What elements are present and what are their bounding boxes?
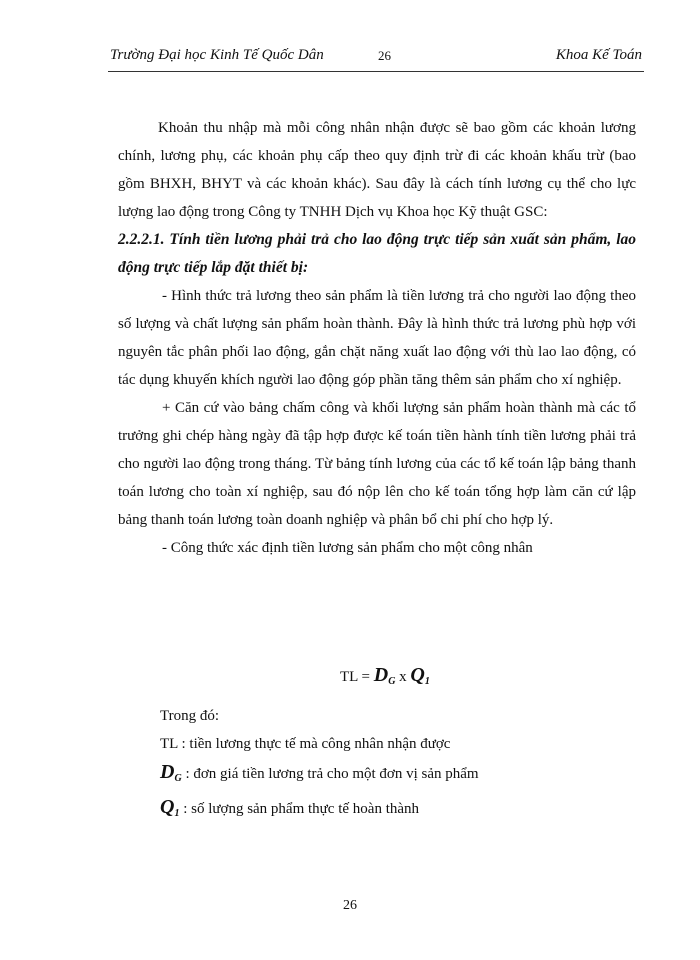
wage-formula	[340, 664, 430, 687]
formula-q: Q	[410, 664, 425, 686]
definition-d	[160, 758, 620, 793]
formula-times: x	[399, 669, 407, 685]
definitions	[160, 702, 620, 828]
definition-tl: TL : tiền lương thực tế mà công nhân nhận được	[160, 736, 451, 752]
definition-q-sub: 1	[174, 808, 180, 819]
running-header	[110, 47, 642, 69]
definition-q-symbol: Q	[160, 796, 175, 818]
formula-d-sub: G	[388, 676, 396, 687]
paragraph-product-wage: - Hình thức trả lương theo sản phẩm là tiền lương trả cho người lao động theo số lượng và chất lượng sản phẩm hoàn thành. Đây là hình thức trả lương phù hợp với nguyên tắc phân phối lao động, gắn chặt năng xuất lao động với thù lao lao động, có tác dụng khuyến khích người lao động góp phần tăng thêm sản phẩm cho xí nghiệp.	[118, 288, 636, 388]
definition-d-sub: G	[174, 773, 182, 784]
definition-d-symbol: D	[160, 761, 175, 783]
paragraph-intro: Khoản thu nhập mà mỗi công nhân nhận được sẽ bao gồm các khoản lương chính, lương phụ, các khoản phụ cấp theo quy định trừ đi các khoản khấu trừ (bao gồm BHXH, BHYT và các khoản khác). Sau đây là cách tính lương cụ thể cho lực lượng lao động trong Công ty TNHH Dịch vụ Khoa học Kỹ thuật GSC:	[118, 120, 636, 220]
header-page-number: 26	[378, 48, 391, 63]
formula-q-sub: 1	[424, 676, 430, 687]
definition-d-text: : đơn giá tiền lương trả cho một đơn vị sản phẩm	[185, 766, 479, 782]
formula-d: D	[373, 664, 389, 686]
paragraph-formula-intro: - Công thức xác định tiền lương sản phẩm cho một công nhân	[162, 540, 533, 556]
definition-q-text: : số lượng sản phẩm thực tế hoàn thành	[183, 801, 420, 817]
page-footer-number: 26	[343, 898, 357, 913]
formula-lhs: TL =	[340, 669, 370, 685]
section-heading: 2.2.2.1. Tính tiền lương phải trả cho lao động trực tiếp sản xuất sản phẩm, lao động trực tiếp lắp đặt thiết bị:	[118, 231, 636, 276]
header-rule	[108, 71, 644, 72]
main-text	[118, 114, 636, 562]
header-faculty: Khoa Kế Toán	[555, 47, 642, 63]
definitions-intro: Trong đó:	[160, 708, 220, 724]
header-university: Trường Đại học Kinh Tế Quốc Dân	[110, 47, 324, 63]
definition-q	[160, 793, 620, 828]
paragraph-procedure: + Căn cứ vào bảng chấm công và khối lượng sản phẩm hoàn thành mà các tổ trưởng ghi chép hàng ngày đã tập hợp được kế toán tiền hành tính tiền lương phải trả cho người lao động trong tháng. Từ bảng tính lương của các tổ kế toán lập bảng thanh toán lương cho toàn xí nghiệp, sau đó nộp lên cho kế toán tổng hợp làm căn cứ lập bảng thanh toán lương toàn doanh nghiệp và phân bổ chi phí cho hợp lý.	[118, 400, 636, 528]
